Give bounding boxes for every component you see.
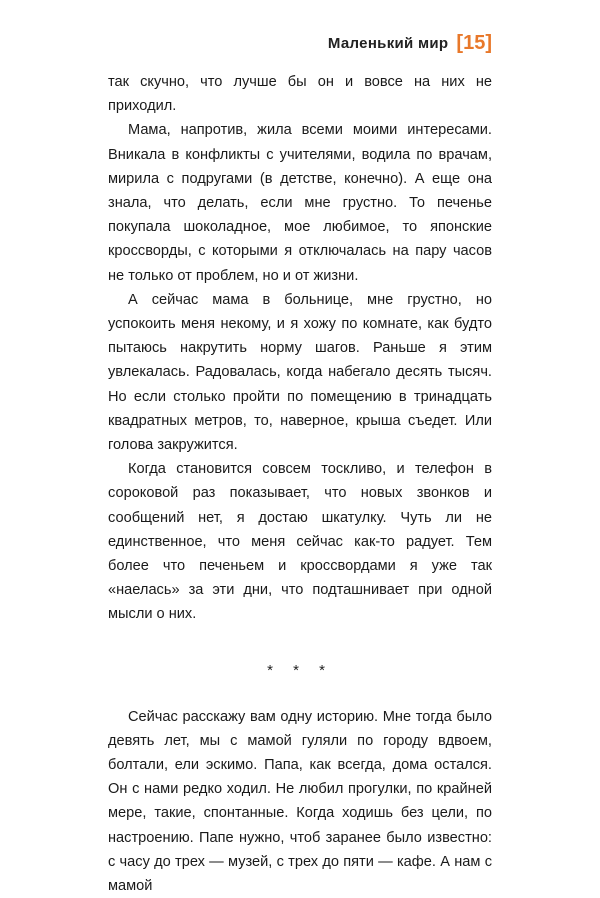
- page-number-close-bracket: ]: [485, 32, 492, 54]
- section-separator: * * *: [267, 661, 333, 679]
- paragraph: Сейчас расскажу вам одну историю. Мне тогда было девять лет, мы с мамой гуляли по городу вдвоем, болтали, ели эскимо. Папа, как всегда, дома остался. Он с нами редко ходил. Не любил прогулки, по крайней мере, такие, спонтанные. Когда ходишь без цели, по настроению. Папе нужно, чтоб заранее было известно: с часу до трех — музей, с трех до пяти — кафе. А нам с мамой: [108, 708, 492, 895]
- page-number: [456, 32, 492, 55]
- paragraph: Мама, напротив, жила всеми моими интересами. Вникала в конфликты с учителями, водила по врачам, мирила с подругами (в детстве, конечно). А еще она знала, что делать, если мне грустно. То печенье покупала шоколадное, мое любимое, то японские кроссворды, с которыми я отключалась на пару часов не только от проблем, но и от жизни.: [108, 122, 492, 284]
- page-body: [108, 70, 492, 898]
- running-header: [328, 32, 492, 55]
- chapter-title: Маленький мир: [327, 35, 449, 52]
- paragraph: Когда становится совсем тоскливо, и телефон в сороковой раз показывает, что новых звонков и сообщений нет, я достаю шкатулку. Чуть ли не единственное, что меня сейчас как-то радует. Тем более что печеньем и кроссвордами я уже так «наелась» за эти дни, что подташнивает при одной мысли о них.: [108, 461, 492, 623]
- page-number-open-bracket: [: [456, 32, 464, 54]
- paragraph: А сейчас мама в больнице, мне грустно, но успокоить меня некому, и я хожу по комнате, как будто пытаюсь накрутить норму шагов. Раньше я этим увлекалась. Радовалась, когда набегало десять тысяч. Но если столько пройти по помещению в тринадцать квадратных метров, то, наверное, крыша съедет. Или голова закружится.: [108, 291, 492, 454]
- page-number-value: 15: [463, 32, 486, 54]
- paragraph: так скучно, что лучше бы он и вовсе на них не приходил.: [108, 74, 492, 115]
